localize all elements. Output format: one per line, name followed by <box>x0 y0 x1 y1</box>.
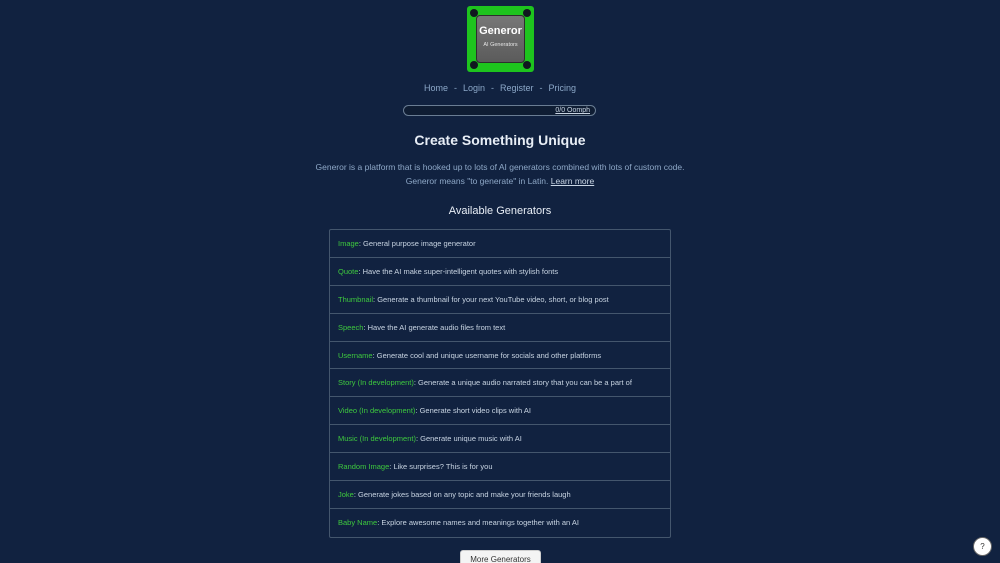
generator-name: Joke <box>338 490 354 500</box>
generator-name: Image <box>338 239 359 248</box>
generator-desc: Generate cool and unique username for socials and other platforms <box>376 350 602 360</box>
generator-name: Baby Name <box>338 517 378 527</box>
generator-name: Story (In development) <box>338 378 414 388</box>
description-text: Generor is a platform that is hooked up to lots of AI generators combined with lots of custom code. Generor means "to generate" in Latin. <box>315 162 685 186</box>
generator-desc: Generate short video clips with AI <box>419 406 531 416</box>
generator-list <box>329 229 671 538</box>
nav-pricing[interactable]: Pricing <box>548 83 577 93</box>
nav-separator: - <box>491 83 494 93</box>
generator-desc: Generate jokes based on any topic and make your friends laugh <box>358 490 571 500</box>
generator-desc: Have the AI make super-intelligent quotes with stylish fonts <box>362 266 559 276</box>
nav-separator: - <box>453 83 457 93</box>
nav-home[interactable]: Home <box>423 83 448 93</box>
nav-login[interactable]: Login <box>462 83 485 93</box>
generator-name: Quote <box>338 266 359 276</box>
generator-name: Music (In development) <box>338 434 416 444</box>
nav-register[interactable]: Register <box>500 83 534 93</box>
generator-desc: Generate a thumbnail for your next YouTube video, short, or blog post <box>377 294 609 304</box>
generator-desc: Generate unique music with AI <box>420 434 522 444</box>
generator-desc: Have the AI generate audio files from text <box>367 322 506 332</box>
generators-heading: Available Generators <box>448 205 552 217</box>
generator-item-username[interactable]: Username: Generate cool and unique username for socials and other platforms <box>330 342 670 370</box>
logo-subtitle: AI Generators <box>483 42 518 48</box>
generator-item-image[interactable]: Image: General purpose image generator <box>330 230 670 258</box>
learn-more-link[interactable]: Learn more <box>550 176 595 186</box>
top-nav <box>0 83 1000 93</box>
generator-item-speech[interactable]: Speech: Have the AI generate audio files from text <box>330 314 670 342</box>
generator-desc: Like surprises? This is for you <box>393 462 493 472</box>
generator-item-music[interactable]: Music (In development): Generate unique music with AI <box>330 425 670 453</box>
generator-item-video[interactable]: Video (In development): Generate short video clips with AI <box>330 397 670 425</box>
generator-item-random-image[interactable]: Random Image: Like surprises? This is for you <box>330 453 670 481</box>
generator-item-thumbnail[interactable]: Thumbnail: Generate a thumbnail for your next YouTube video, short, or blog post <box>330 286 670 314</box>
page-description <box>315 160 685 188</box>
generator-name: Username <box>338 350 373 360</box>
generator-item-story[interactable]: Story (In development): Generate a unique audio narrated story that you can be a part of <box>330 369 670 397</box>
generator-item-baby-name[interactable]: Baby Name: Explore awesome names and meanings together with an AI <box>338 517 579 527</box>
nav-separator: - <box>539 83 543 93</box>
generator-item-quote[interactable]: Quote: Have the AI make super-intelligent quotes with stylish fonts <box>330 258 670 286</box>
generator-name: Speech <box>338 322 364 332</box>
logo-bolt <box>523 61 531 69</box>
more-generators-button[interactable]: More Generators <box>460 550 541 563</box>
generator-desc: General purpose image generator <box>363 239 476 248</box>
logo-chip <box>476 15 525 63</box>
generator-item-joke[interactable]: Joke: Generate jokes based on any topic and make your friends laugh <box>330 481 670 509</box>
oomph-progress-bar <box>403 105 596 116</box>
generator-name: Random Image <box>338 462 390 472</box>
oomph-label[interactable]: 0/0 Oomph <box>555 107 590 114</box>
generor-logo[interactable] <box>467 6 534 72</box>
generator-name: Video (In development) <box>338 406 416 416</box>
help-button[interactable]: ? <box>973 537 992 556</box>
generator-name: Thumbnail <box>338 294 374 304</box>
logo-title: Generor <box>479 25 522 37</box>
page-title: Create Something Unique <box>414 132 586 148</box>
generator-desc: Generate a unique audio narrated story that you can be a part of <box>418 378 632 388</box>
generator-desc: Explore awesome names and meanings together with an AI <box>381 517 579 527</box>
